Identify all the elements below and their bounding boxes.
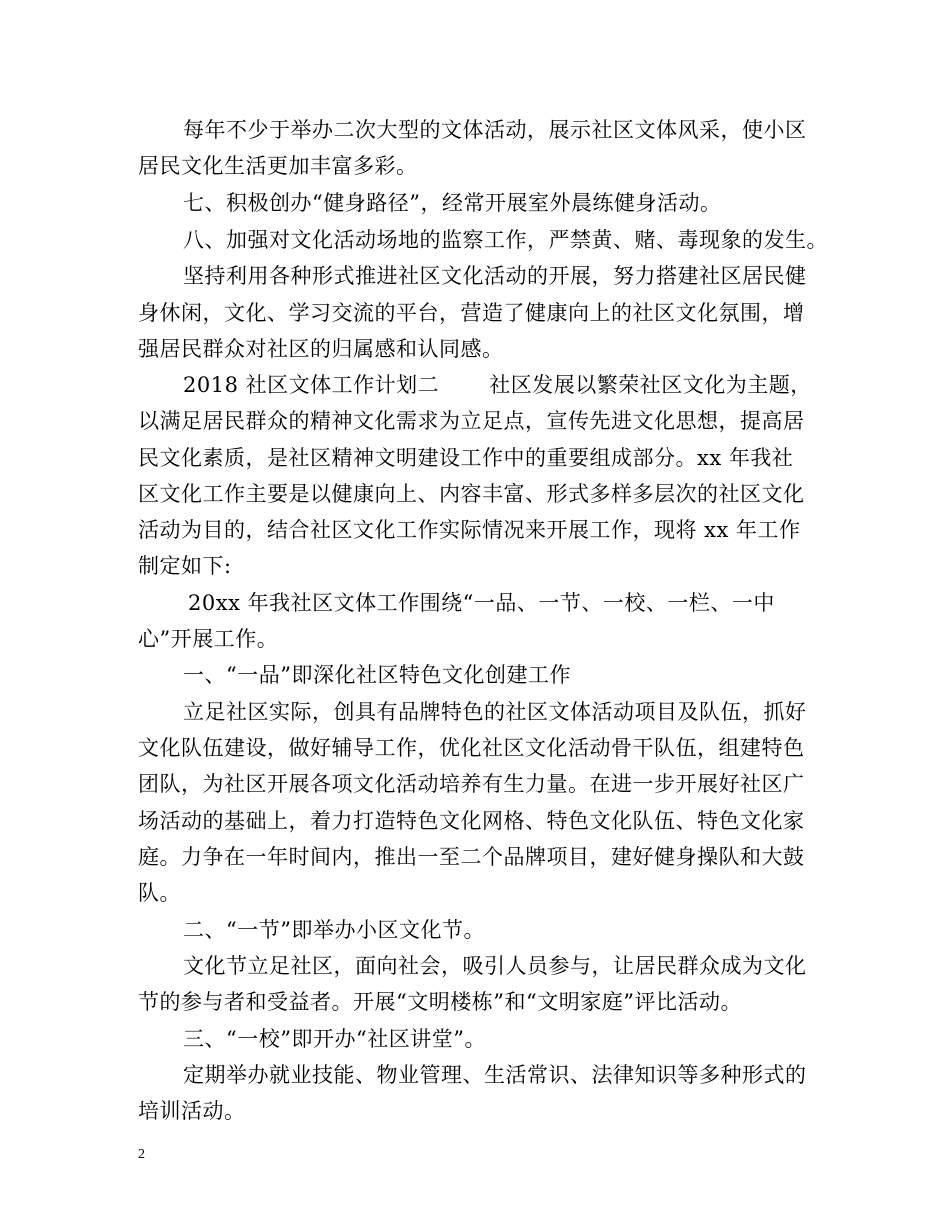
text-line-26: 三、“一校”即开办“社区讲堂”。: [183, 1027, 486, 1051]
text-line-19: 团队，为社区开展各项文化活动培养有生力量。在进一步开展好社区广: [138, 772, 805, 796]
text-line-20: 场活动的基础上，着力打造特色文化网格、特色文化队伍、特色文化家: [138, 809, 805, 833]
text-line-3: 七、积极创办“健身路径”，经常开展室外晨练健身活动。: [183, 191, 722, 215]
text-line-6: 身休闲，文化、学习交流的平台，营造了健康向上的社区文化氛围，增: [138, 301, 805, 325]
text-line-13: 制定如下:: [138, 554, 232, 578]
text-line-21: 庭。力争在一年时间内，推出一至二个品牌项目，建好健身操队和大鼓: [138, 845, 805, 869]
text-line-12: 活动为目的，结合社区文化工作实际情况来开展工作，现将 xx 年工作: [138, 518, 801, 542]
text-line-23: 二、“一节”即举办小区文化节。: [183, 918, 485, 942]
text-line-22: 队。: [138, 881, 181, 905]
text-line-27: 定期举办就业技能、物业管理、生活常识、法律知识等多种形式的: [183, 1063, 807, 1087]
text-line-16: 一、“一品”即深化社区特色文化创建工作: [183, 663, 571, 687]
page-number: 2: [138, 1147, 145, 1162]
text-line-18: 文化队伍建设，做好辅导工作，优化社区文化活动骨干队伍，组建特色: [138, 736, 805, 760]
text-line-4: 八、加强对文化活动场地的监察工作，严禁黄、赌、毒现象的发生。: [183, 228, 828, 252]
text-line-28: 培训活动。: [138, 1099, 246, 1123]
text-line-14: 20xx 年我社区文体工作围绕“一品、一节、一校、一栏、一中: [188, 591, 775, 615]
text-line-9: 以满足居民群众的精神文化需求为立足点，宣传先进文化思想，提高居: [138, 409, 805, 433]
text-line-2: 居民文化生活更加丰富多彩。: [138, 154, 418, 178]
text-line-10: 民文化素质，是社区精神文明建设工作中的重要组成部分。xx 年我社: [138, 446, 794, 470]
text-line-11: 区文化工作主要是以健康向上、内容丰富、形式多样多层次的社区文化: [138, 482, 805, 506]
text-line-24: 文化节立足社区，面向社会，吸引人员参与，让居民群众成为文化: [183, 954, 807, 978]
text-line-1: 每年不少于举办二次大型的文体活动，展示社区文体风采，使小区: [183, 118, 807, 142]
text-line-15: 心”开展工作。: [138, 627, 279, 651]
text-line-8: 2018 社区文体工作计划二 社区发展以繁荣社区文化为主题，: [183, 373, 812, 397]
text-line-25: 节的参与者和受益者。开展“文明楼栋”和“文明家庭”评比活动。: [138, 990, 742, 1014]
text-line-17: 立足社区实际，创具有品牌特色的社区文体活动项目及队伍，抓好: [183, 700, 807, 724]
text-line-5: 坚持利用各种形式推进社区文化活动的开展，努力搭建社区居民健: [183, 264, 807, 288]
text-line-7: 强居民群众对社区的归属感和认同感。: [138, 337, 504, 361]
